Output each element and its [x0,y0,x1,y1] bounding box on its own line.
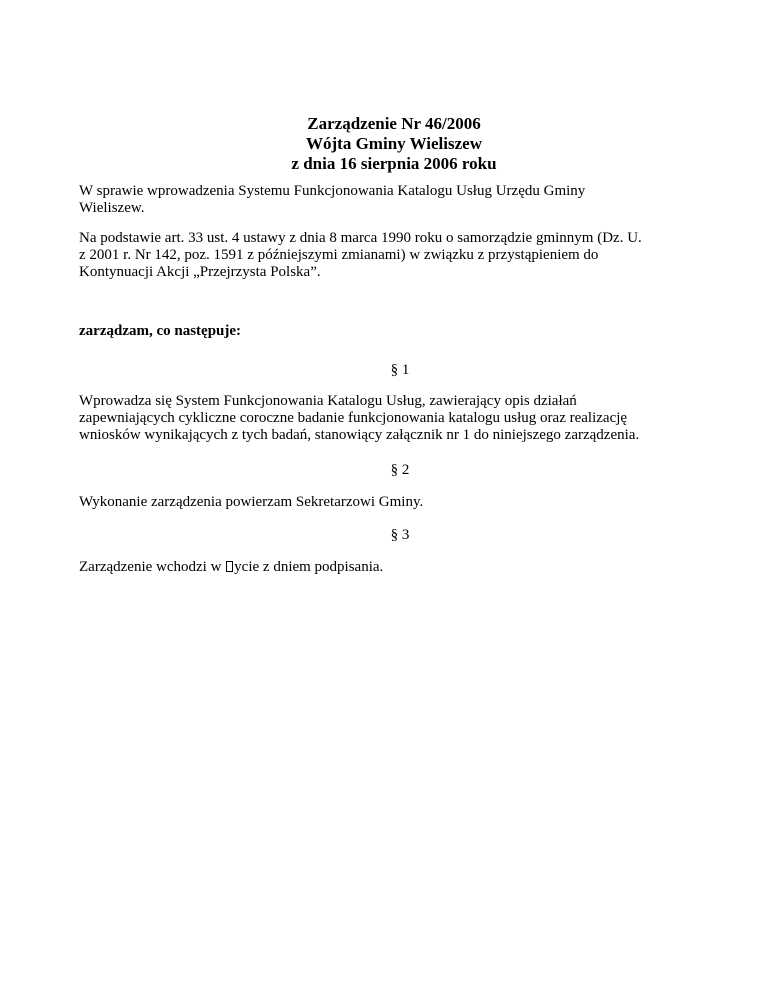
section-3-text-before: Zarządzenie wchodzi w [79,559,226,575]
legal-basis-line-3: Kontynuacji Akcji „Przejrzysta Polska”. [79,264,321,280]
legal-basis-line-2: z 2001 r. Nr 142, poz. 1591 z późniejszymi zmianami) w związku z przystąpieniem do [79,247,599,263]
legal-basis-line-1: Na podstawie art. 33 ust. 4 ustawy z dnia 8 marca 1990 roku o samorządzie gminnym (Dz. U. [79,230,642,246]
section-3-line-1 [79,559,699,576]
section-2-line-1: Wykonanie zarządzenia powierzam Sekretarzowi Gminy. [79,494,424,510]
section-mark-1: § 1 [390,362,410,378]
section-1-paragraph [79,393,699,444]
document-title [0,114,768,174]
decree-intro-text: zarządzam, co następuje: [79,323,242,339]
section-mark-2: § 2 [390,462,410,478]
section-2-paragraph [79,494,699,511]
section-mark-3: § 3 [390,527,410,543]
subject-line-2: Wieliszew. [79,200,145,216]
section-1-line-1: Wprowadza się System Funkcjonowania Katalogu Usług, zawierający opis działań [79,393,577,409]
missing-glyph-icon [226,561,233,572]
decree-intro [79,323,699,340]
subject-paragraph [79,183,699,217]
section-1-line-3: wniosków wynikających z tych badań, stanowiący załącznik nr 1 do niniejszego zarządzenia. [79,427,640,443]
title-line-2: Wójta Gminy Wieliszew [306,134,482,153]
subject-line-1: W sprawie wprowadzenia Systemu Funkcjonowania Katalogu Usług Urzędu Gminy [79,183,586,199]
section-3-paragraph [79,559,699,576]
title-line-1: Zarządzenie Nr 46/2006 [307,114,481,133]
section-1-line-2: zapewniających cykliczne coroczne badanie funkcjonowania katalogu usług oraz realizację [79,410,628,426]
title-line-3: z dnia 16 sierpnia 2006 roku [291,154,497,173]
section-3-text-after: ycie z dniem podpisania. [234,559,384,575]
legal-basis-paragraph [79,230,699,281]
